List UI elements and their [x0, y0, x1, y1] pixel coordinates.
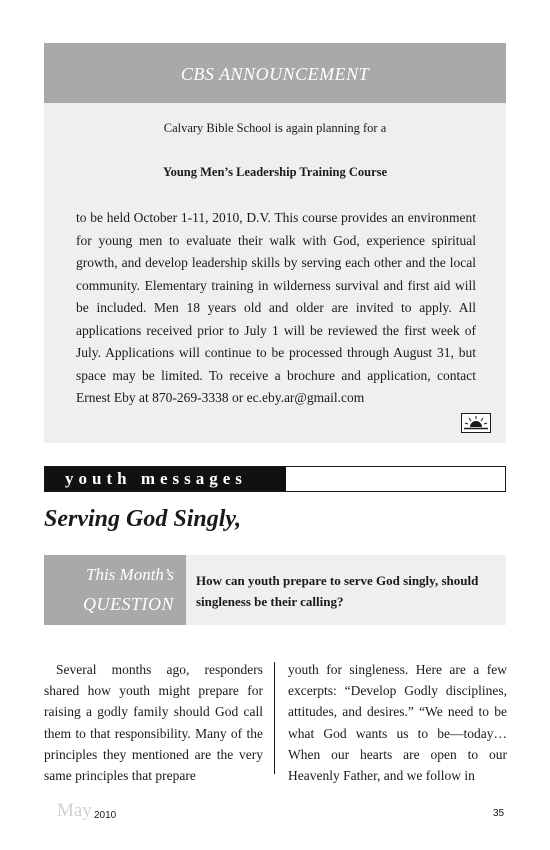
footer-year: 2010 [94, 810, 117, 821]
question-label-line2: QUESTION [82, 594, 174, 614]
article-column-left: Several months ago, responders shared how youth might prepare for raising a godly family should God call them to that responsibility. Many of the principles they mentioned are the very same principles that prepare [44, 662, 263, 784]
announcement-body: to be held October 1-11, 2010, D.V. This course provides an environment for young men to evaluate their walk with God, experience spiritual growth, and develop leadership skills by serving each other and the local community. Elementary training in wilderness survival and first aid will be included. Men 18 years old and older are invited to apply. All applications received prior to July 1 will be reviewed the first week of July. Applications will continue to be processed through August 31, but space may be limited. To receive a brochure and application, contact Ernest Eby at 870-269-3338 or ec.eby.ar@gmail.com [76, 210, 476, 405]
cbs-announcement-box [44, 43, 506, 443]
announcement-course-title: Young Men’s Leadership Training Course [162, 165, 388, 179]
question-label [44, 555, 186, 625]
announcement-header: CBS ANNOUNCEMENT [44, 43, 506, 103]
section-bar [44, 466, 506, 492]
footer-month: May [57, 800, 92, 821]
article-column-right: youth for singleness. Here are a few excerpts: “Develop Godly disciplines, attitudes, and desires.” “We need to be what God wants us to be—today… When our hearts are open to our Heavenly Father, and we follow in [288, 662, 507, 784]
section-label: youth messages [45, 467, 286, 491]
sunrise-icon [461, 413, 491, 433]
announcement-intro: Calvary Bible School is again planning for a [163, 121, 387, 135]
question-box [44, 555, 506, 625]
article-title: Serving God Singly, [44, 506, 242, 532]
page-number: 35 [493, 808, 505, 819]
question-text: How can youth prepare to serve God singly, should singleness be their calling? [196, 573, 479, 609]
question-label-line1: This Month’s [85, 565, 174, 584]
column-divider [274, 662, 275, 774]
